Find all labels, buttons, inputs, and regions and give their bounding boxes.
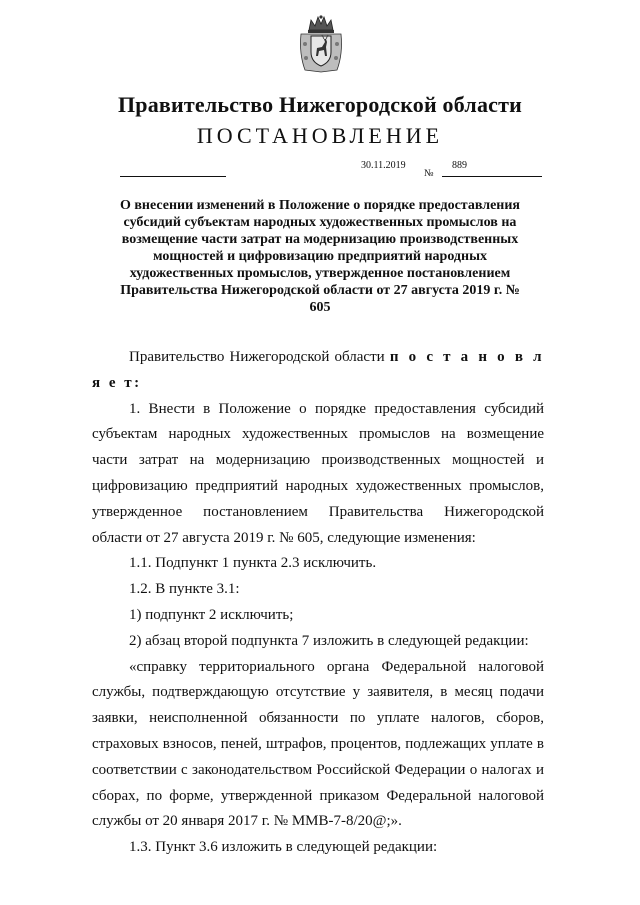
intro-verb: п о с т а н о в л я е т: [92, 349, 545, 391]
paragraph-1-1: 1.1. Подпункт 1 пункта 2.3 исключить. [129, 555, 377, 572]
paragraph-1-2: 1.2. В пункте 3.1: [129, 581, 240, 598]
crown-shield-icon [297, 14, 345, 74]
document-subject: О внесении изменений в Положение о порядке предоставления субсидий субъектам народных художественных промыслов на возмещение части затрат на модернизацию производственных мощностей и цифровизацию предприятий народных художественных промыслов, утвержденное постановлением Правительства Нижегородской области от 27 августа 2019 г. № 605 [119, 198, 521, 315]
quoted-paragraph: «справку территориального органа Федеральной налоговой службы, подтверждающую отсутствие у заявителя, в месяц подачи заявки, неисполненной обязанности по уплате налогов, сборов, страховых взносов, пеней, штрафов, процентов, подлежащих уплате в соответствии с законодательством Российской Федерации о налогах и сборах, по форме, утвержденной приказом Федеральной налоговой службы от 20 января 2017 г. № ММВ-7-8/20@;». [92, 658, 544, 830]
document-date: 30.11.2019 [361, 160, 406, 171]
paragraph-1: 1. Внести в Положение о порядке предоставления субсидий субъектам народных художественных промыслов на возмещение части затрат на модернизацию производственных мощностей и цифровизацию предприятий народных художественных промыслов, утвержденное постановлением Правительства Нижегородской области от 27 августа 2019 г. № 605, следующие изменения: [92, 400, 544, 546]
intro-prefix: Правительство Нижегородской области [129, 349, 385, 365]
number-underline [442, 176, 542, 177]
document-number: 889 [452, 160, 467, 171]
document-type-title: ПОСТАНОВЛЕНИЕ [196, 123, 444, 148]
number-sign: № [424, 168, 434, 179]
subparagraph-2: 2) абзац второй подпункта 7 изложить в следующей редакции: [129, 632, 529, 649]
coat-of-arms-emblem [297, 14, 345, 74]
intro-paragraph [92, 345, 544, 397]
paragraph-1-3: 1.3. Пункт 3.6 изложить в следующей редакции: [129, 839, 438, 856]
blank-line-left [120, 176, 226, 177]
government-title: Правительство Нижегородской области [117, 92, 522, 117]
document-body [92, 345, 544, 861]
subparagraph-1: 1) подпункт 2 исключить; [129, 606, 294, 623]
